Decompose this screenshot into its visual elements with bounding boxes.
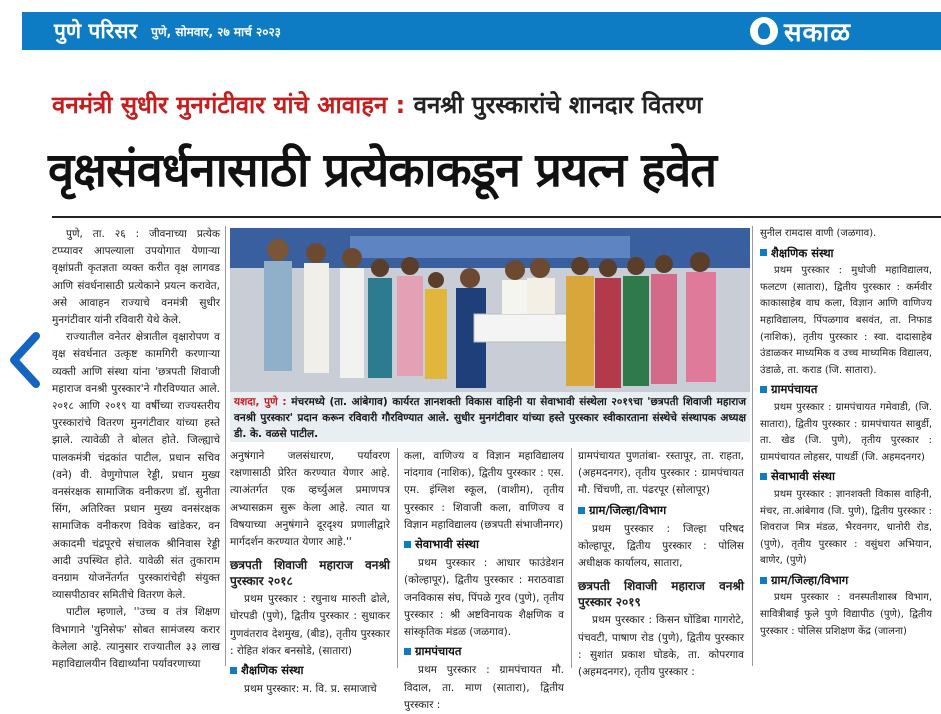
section-heading xyxy=(578,502,744,519)
section-label: सेवाभावी संस्था xyxy=(415,537,479,552)
col1-para-3: पाटील म्हणाले, ''उच्च व तंत्र शिक्षण विभागाने 'युनिसेफ' सोबत सामंजस्य करार केलेला आहे. त्यानुसार राज्यातील ३३ लाख महाविद्यालयीन विद्यार्थ्यांना पर्यावरणाच्या xyxy=(52,606,220,671)
award-2019-text: प्रथम पुरस्कार : किसन घोंडिबा गागरोटे, पंचवटी, पाषाण रोड (पुणे), द्वितीय पुरस्कार : सुशांत प्रकाश घोडके, ता. कोपरगाव (अहमदनगर), तृतीय पुरस्कार : xyxy=(578,614,744,679)
headline-rule xyxy=(52,216,941,218)
divider-4 xyxy=(752,226,753,666)
logo-mark-icon xyxy=(750,17,778,45)
col5-sec3-text: प्रथम पुरस्कार : ज्ञानशक्ती विकास वाहिनी, मंचर, ता.आंबेगाव (जि. पुणे), द्वितीय पुरस्कार : शिवराज मित्र मंडळ, भैरवनगर, धानोरी रोड, (पुणे), तृतीय पुरस्कार : वसुंधरा अभियान, बाणेर, (पुणे) xyxy=(760,488,932,567)
caption-location: यशदा, पुणे : xyxy=(234,396,287,408)
section-heading xyxy=(404,536,564,553)
section-heading xyxy=(760,572,932,589)
sakal-logo xyxy=(750,14,851,48)
col5-para: सुनील रामदास वाणी (जळगाव). xyxy=(760,228,877,239)
photo-caption xyxy=(230,392,750,442)
award-2018-text: प्रथम पुरस्कार : रघुनाथ मारुती ढोले, घोरपडी (पुणे), द्वितीय पुरस्कार : सुधाकर गुणवंतराव देशमुख, (बीड), तृतीय पुरस्कार : रोहित शंकर बनसोडे, (सातारा) xyxy=(230,593,390,657)
caption-text: मंचरमध्ये (ता. आंबेगाव) कार्यरत ज्ञानशक्ती विकास वाहिनी या सेवाभावी संस्थेला २०१९चा 'छत्रपती शिवाजी महाराज वनश्री पुरस्कार' प्रदान करून रविवारी गौरविण्यात आले. सुधीर मुनगंटीवार यांच्या हस्ते पुरस्कार स्वीकारताना संस्थेचे संस्थापक अध्यक्ष डी. के. वळसे पाटील. xyxy=(234,396,746,440)
column-2 xyxy=(230,448,390,698)
section-label: ग्राम/जिल्हा/विभाग xyxy=(771,572,849,587)
column-3 xyxy=(404,448,564,714)
divider-1 xyxy=(225,226,226,666)
section-label: शैक्षणिक संस्था xyxy=(241,663,304,678)
col4-sec1-text: प्रथम पुरस्कार : जिल्हा परिषद कोल्हापूर, द्वितीय पुरस्कार : पोलिस अधीक्षक कार्यालय, सातारा, xyxy=(578,522,744,570)
header-left xyxy=(54,12,281,50)
bullet-square-icon xyxy=(404,541,411,548)
subhead-dark: वनश्री पुरस्कारांचे शानदार वितरण xyxy=(405,91,703,119)
section-heading xyxy=(760,381,932,398)
divider-3 xyxy=(571,448,572,668)
section-heading xyxy=(760,245,932,262)
col5-sec1-text: प्रथम पुरस्कार : मुधोजी महाविद्यालय, फलटण (सातारा), द्वितीय पुरस्कार : कर्मवीर काकासाहेब वाघ कला, विज्ञान आणि वाणिज्य महाविद्यालय, पिंपळगाव बसवंत, ता. निफाड (नाशिक), तृतीय पुरस्कार : स्वा. दादासाहेब उंडाळकर माध्यमिक व उच्च माध्यमिक विद्यालय, उंडाळे, ता. कराड (जि. सातारा). xyxy=(760,265,932,376)
divider-2 xyxy=(397,448,398,668)
col3-para: कला, वाणिज्य व विज्ञान महाविद्यालय नांदगाव (नाशिक), द्वितीय पुरस्कार : एस. एम. इंग्लिश स्कूल, (वाशीम), तृतीय पुरस्कार : शिवाजी कला, वाणिज्य व विज्ञान महाविद्यालय (छत्रपती संभाजीनगर) xyxy=(404,450,564,531)
section-label: ग्रामपंचायत xyxy=(415,644,462,659)
bullet-square-icon xyxy=(760,577,767,584)
bullet-square-icon xyxy=(230,667,237,674)
bullet-square-icon xyxy=(760,249,767,256)
subheadline xyxy=(52,88,702,121)
column-5 xyxy=(760,226,932,640)
section-label: सेवाभावी संस्था xyxy=(771,469,835,484)
subhead-red: वनमंत्री सुधीर मुनगंटीवार यांचे आवाहन : xyxy=(52,91,406,119)
col5-sec4-text: प्रथम पुरस्कार : वनस्पतीशास्त्र विभाग, सावित्रीबाई फुले पुणे विद्यापीठ (पुणे), द्वितीय पुरस्कार : पोलिस प्रशिक्षण केंद्र (जालना) xyxy=(760,592,932,637)
award-2019-title: छत्रपती शिवाजी महाराज वनश्री पुरस्कार २०१९ xyxy=(578,579,744,610)
header-band xyxy=(22,12,941,50)
previous-arrow-icon[interactable] xyxy=(4,330,44,390)
column-4 xyxy=(578,448,744,681)
section-title: पुणे परिसर xyxy=(54,19,138,43)
section-label: ग्रामपंचायत xyxy=(771,382,818,397)
column-1 xyxy=(52,226,220,673)
section-label: ग्राम/जिल्हा/विभाग xyxy=(589,502,667,517)
col2-sec1-text: प्रथम पुरस्कार: म. वि. प्र. समाजाचे xyxy=(244,683,377,696)
col1-para-2: राज्यातील वनेतर क्षेत्रातील वृक्षारोपण व वृक्ष संवर्धनात उत्कृष्ट कामगिरी करणाऱ्या व्यक्ती आणि संस्था यांना 'छत्रपती शिवाजी महाराज वनश्री पुरस्कार'ने गौरविण्यात आले. २०१८ आणि २०१९ या वर्षीच्या राज्यस्तरीय पुरस्कारांचे वितरण मुनगंटीवार यांच्या हस्ते झाले. त्यावेळी ते बोलत होते. जिल्ह्याचे पालकमंत्री चंद्रकांत पाटील, प्रधान सचिव (वने) वी. वेणुगोपाल रेड्डी, प्रधान मुख्य वनसंरक्षक सामाजिक वनीकरण डॉ. सुनीता सिंग, अतिरिक्त प्रधान मुख्य वनसंरक्षक सामाजिक वनीकरण विवेक खांडेकर, वन अकादमी चंद्रपूरचे संचालक श्रीनिवास रेड्डी आदी उपस्थित होते. यावेळी संत तुकाराम वनग्राम योजनेंतर्गत पुरस्कारांचेही संयुक्त व्यासपीठावर समितीचे वितरण केले. xyxy=(52,331,220,602)
section-heading xyxy=(404,643,564,660)
bullet-square-icon xyxy=(404,648,411,655)
col4-para: ग्रामपंचायत पुणतांबा- रस्तापूर, ता. राहता, (अहमदनगर), तृतीय पुरस्कार : ग्रामपंचायत मौ. चिंचणी, ता. पंढरपूर (सोलापूर) xyxy=(578,450,744,497)
col3-sec1-text: प्रथम पुरस्कार : आधार फाउंडेशन (कोल्हापूर), द्वितीय पुरस्कार : मराठवाडा जनविकास संघ, पिंपळे गुरव (पुणे), तृतीय पुरस्कार : श्री अष्टविनायक शैक्षणिक व सांस्कृतिक मंडळ (जळगाव). xyxy=(404,557,564,639)
col1-para-1: पुणे, ता. २६ : जीवनाच्या प्रत्येक टप्प्यावर आपल्याला उपयोगात येणाऱ्या वृक्षांप्रती कृतज्ञता व्यक्त करीत वृक्ष लागवड आणि संवर्धनासाठी प्रत्येकाने प्रयत्न करावेत, असे आवाहन राज्याचे वनमंत्री सुधीर मुनगंटीवार यांनी रविवारी येथे केले. xyxy=(52,228,220,327)
section-label: शैक्षणिक संस्था xyxy=(771,245,834,260)
col5-sec2-text: प्रथम पुरस्कार : ग्रामपंचायत गमेवाडी, (जि. सातारा), द्वितीय पुरस्कार : ग्रामपंचायत साबुर्डी, ता. खेड (जि. पुणे), तृतीय पुरस्कार : ग्रामपंचायत लोहसर, पाथर्डी (जि. अहमदनगर) xyxy=(760,401,932,463)
col2-para: अनुषंगाने जलसंधारण, पर्यावरण रक्षणासाठी प्रेरित करण्यात येणार आहे. त्याअंतर्गत एक व्हर्च्युअल प्रमाणपत्र अभ्यासक्रम सुरू केला आहे. त्यात या विषयाच्या अनुषंगाने दूरदृश्य प्रणालीद्वारे मार्गदर्शन करण्यात येणार आहे.'' xyxy=(230,450,390,549)
bullet-square-icon xyxy=(578,507,585,514)
section-heading xyxy=(760,468,932,485)
date-line: पुणे, सोमवार, २७ मार्च २०२३ xyxy=(151,24,281,39)
award-photo xyxy=(230,228,750,392)
bullet-square-icon xyxy=(760,473,767,480)
col3-sec2-text: प्रथम पुरस्कार : ग्रामपंचायत मौ. विदाल, ता. माण (सातारा), द्वितीय पुरस्कार : xyxy=(404,664,564,711)
section-heading xyxy=(230,662,390,679)
bullet-square-icon xyxy=(760,386,767,393)
logo-text: सकाळ xyxy=(783,18,851,48)
headline: वृक्षसंवर्धनासाठी प्रत्येकाकडून प्रयत्न हवेत xyxy=(48,143,717,198)
award-2018-title: छत्रपती शिवाजी महाराज वनश्री पुरस्कार २०१८ xyxy=(230,558,390,589)
photo-illustration xyxy=(230,228,750,392)
